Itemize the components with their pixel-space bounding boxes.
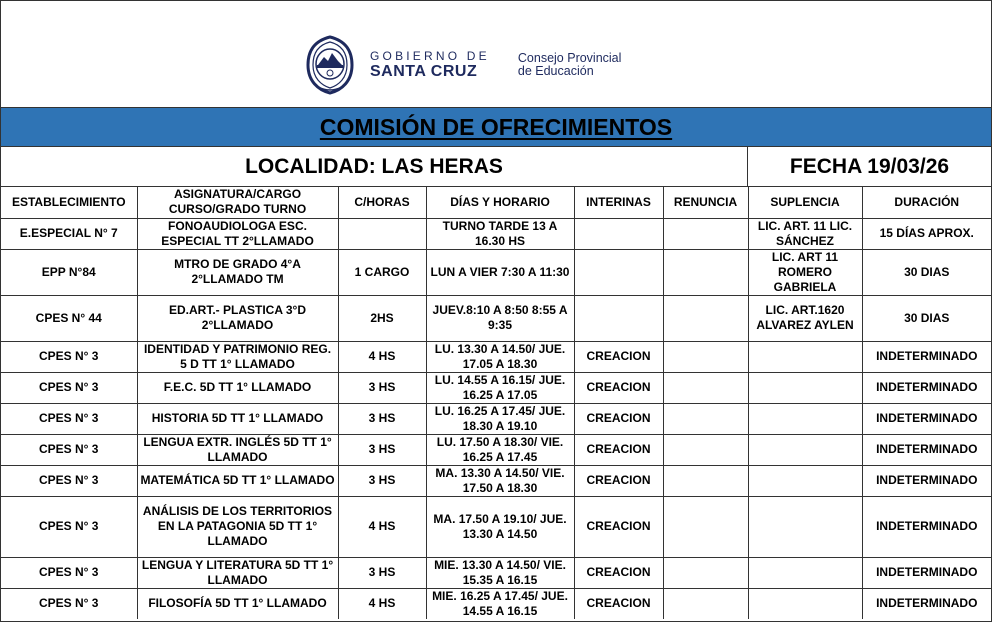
cell-suplencia: LIC. ART. 11 LIC. SÁNCHEZ	[748, 218, 862, 249]
cell-renuncia	[663, 341, 748, 372]
cell-asignatura: MTRO DE GRADO 4°A 2°LLAMADO TM	[137, 249, 338, 295]
cell-duracion: INDETERMINADO	[862, 557, 991, 588]
cell-horario: JUEV.8:10 A 8:50 8:55 A 9:35	[426, 295, 574, 341]
cell-asignatura: LENGUA EXTR. INGLÉS 5D TT 1° LLAMADO	[137, 434, 338, 465]
cell-establecimiento: CPES N° 3	[1, 557, 137, 588]
page-title: COMISIÓN DE OFRECIMIENTOS	[319, 113, 673, 140]
consejo-wordmark	[518, 52, 622, 78]
cell-asignatura: FONOAUDIOLOGA ESC. ESPECIAL TT 2°LLAMADO	[137, 218, 338, 249]
cell-horas: 3 HS	[338, 434, 426, 465]
cell-horas: 3 HS	[338, 403, 426, 434]
location-date-row	[1, 147, 991, 187]
table-row	[1, 295, 991, 341]
cell-interinas	[574, 295, 663, 341]
cell-interinas: CREACION	[574, 403, 663, 434]
cell-establecimiento: E.ESPECIAL N° 7	[1, 218, 137, 249]
col-horario: DÍAS Y HORARIO	[426, 187, 574, 218]
cell-suplencia	[748, 557, 862, 588]
provincial-seal-icon	[304, 35, 356, 95]
fecha-label: FECHA 19/03/26	[789, 154, 950, 178]
cell-duracion: INDETERMINADO	[862, 496, 991, 557]
cell-horas: 4 HS	[338, 588, 426, 619]
cell-horario: MIE. 13.30 A 14.50/ VIE. 15.35 A 16.15	[426, 557, 574, 588]
col-suplencia: SUPLENCIA	[748, 187, 862, 218]
cell-horas: 4 HS	[338, 496, 426, 557]
cell-duracion: INDETERMINADO	[862, 372, 991, 403]
cell-suplencia	[748, 496, 862, 557]
cell-renuncia	[663, 496, 748, 557]
government-wordmark	[370, 50, 490, 80]
cell-duracion: INDETERMINADO	[862, 341, 991, 372]
cell-renuncia	[663, 295, 748, 341]
cell-asignatura: ANÁLISIS DE LOS TERRITORIOS EN LA PATAGONIA 5D TT 1° LLAMADO	[137, 496, 338, 557]
cell-duracion: 15 DÍAS APROX.	[862, 218, 991, 249]
cell-suplencia: LIC. ART 11 ROMERO GABRIELA	[748, 249, 862, 295]
cell-establecimiento: EPP N°84	[1, 249, 137, 295]
cell-asignatura: IDENTIDAD Y PATRIMONIO REG. 5 D TT 1° LLAMADO	[137, 341, 338, 372]
cell-interinas: CREACION	[574, 434, 663, 465]
cell-duracion: INDETERMINADO	[862, 588, 991, 619]
cell-establecimiento: CPES N° 3	[1, 496, 137, 557]
col-asignatura: ASIGNATURA/CARGO CURSO/GRADO TURNO	[137, 187, 338, 218]
title-band	[1, 107, 991, 147]
cell-suplencia	[748, 403, 862, 434]
gov-line2: SANTA CRUZ	[370, 63, 478, 80]
cell-asignatura: ED.ART.- PLASTICA 3°D 2°LLAMADO	[137, 295, 338, 341]
cell-horario: MA. 13.30 A 14.50/ VIE. 17.50 A 18.30	[426, 465, 574, 496]
cell-interinas	[574, 249, 663, 295]
cell-establecimiento: CPES N° 3	[1, 403, 137, 434]
cell-asignatura: LENGUA Y LITERATURA 5D TT 1° LLAMADO	[137, 557, 338, 588]
table-row	[1, 496, 991, 557]
logo-group	[304, 35, 621, 95]
cell-establecimiento: CPES N° 3	[1, 588, 137, 619]
table-row	[1, 249, 991, 295]
cell-establecimiento: CPES N° 3	[1, 434, 137, 465]
cell-duracion: 30 DIAS	[862, 249, 991, 295]
cell-interinas: CREACION	[574, 465, 663, 496]
col-horas: C/HORAS	[338, 187, 426, 218]
cell-suplencia	[748, 465, 862, 496]
cell-horas: 3 HS	[338, 465, 426, 496]
col-establecimiento: ESTABLECIMIENTO	[1, 187, 137, 218]
cell-horario: MIE. 16.25 A 17.45/ JUE. 14.55 A 16.15	[426, 588, 574, 619]
cell-establecimiento: CPES N° 3	[1, 341, 137, 372]
cell-horario: LUN A VIER 7:30 A 11:30	[426, 249, 574, 295]
cell-horas: 2HS	[338, 295, 426, 341]
cell-duracion: 30 DIAS	[862, 295, 991, 341]
cell-establecimiento: CPES N° 44	[1, 295, 137, 341]
cell-asignatura: F.E.C. 5D TT 1° LLAMADO	[137, 372, 338, 403]
col-renuncia: RENUNCIA	[663, 187, 748, 218]
cell-duracion: INDETERMINADO	[862, 403, 991, 434]
table-row	[1, 465, 991, 496]
cell-interinas: CREACION	[574, 372, 663, 403]
cell-renuncia	[663, 588, 748, 619]
col-interinas: INTERINAS	[574, 187, 663, 218]
cell-horario: LU. 14.55 A 16.15/ JUE. 16.25 A 17.05	[426, 372, 574, 403]
table-row	[1, 218, 991, 249]
table-row	[1, 403, 991, 434]
cell-suplencia	[748, 341, 862, 372]
table-row	[1, 372, 991, 403]
cell-horas	[338, 218, 426, 249]
cell-renuncia	[663, 465, 748, 496]
gov-line1: GOBIERNO DE	[370, 49, 490, 63]
cell-asignatura: HISTORIA 5D TT 1° LLAMADO	[137, 403, 338, 434]
table-row	[1, 588, 991, 619]
cell-duracion: INDETERMINADO	[862, 465, 991, 496]
cell-horas: 4 HS	[338, 341, 426, 372]
consejo-line1: Consejo Provincial	[517, 51, 622, 65]
cell-suplencia	[748, 588, 862, 619]
cell-horario: LU. 13.30 A 14.50/ JUE. 17.05 A 18.30	[426, 341, 574, 372]
cell-renuncia	[663, 434, 748, 465]
table-row	[1, 434, 991, 465]
cell-interinas: CREACION	[574, 588, 663, 619]
cell-interinas	[574, 218, 663, 249]
consejo-line2: de Educación	[517, 64, 594, 78]
cell-suplencia	[748, 434, 862, 465]
table-row	[1, 557, 991, 588]
cell-renuncia	[663, 218, 748, 249]
table-row	[1, 341, 991, 372]
cell-suplencia	[748, 372, 862, 403]
cell-renuncia	[663, 372, 748, 403]
cell-renuncia	[663, 249, 748, 295]
col-duracion: DURACIÓN	[862, 187, 991, 218]
cell-renuncia	[663, 557, 748, 588]
cell-duracion: INDETERMINADO	[862, 434, 991, 465]
cell-interinas: CREACION	[574, 496, 663, 557]
cell-horario: LU. 16.25 A 17.45/ JUE. 18.30 A 19.10	[426, 403, 574, 434]
cell-horario: MA. 17.50 A 19.10/ JUE. 13.30 A 14.50	[426, 496, 574, 557]
cell-horario: LU. 17.50 A 18.30/ VIE. 16.25 A 17.45	[426, 434, 574, 465]
cell-interinas: CREACION	[574, 341, 663, 372]
cell-asignatura: MATEMÁTICA 5D TT 1° LLAMADO	[137, 465, 338, 496]
table-header-row	[1, 187, 991, 218]
cell-renuncia	[663, 403, 748, 434]
cell-horario: TURNO TARDE 13 A 16.30 HS	[426, 218, 574, 249]
cell-suplencia: LIC. ART.1620 ALVAREZ AYLEN	[748, 295, 862, 341]
cell-horas: 3 HS	[338, 372, 426, 403]
letterhead	[1, 1, 991, 107]
cell-horas: 1 CARGO	[338, 249, 426, 295]
cell-horas: 3 HS	[338, 557, 426, 588]
cell-interinas: CREACION	[574, 557, 663, 588]
cell-establecimiento: CPES N° 3	[1, 465, 137, 496]
cell-asignatura: FILOSOFÍA 5D TT 1° LLAMADO	[137, 588, 338, 619]
cell-establecimiento: CPES N° 3	[1, 372, 137, 403]
localidad-label: LOCALIDAD: LAS HERAS	[1, 147, 748, 186]
offers-table	[1, 187, 991, 619]
